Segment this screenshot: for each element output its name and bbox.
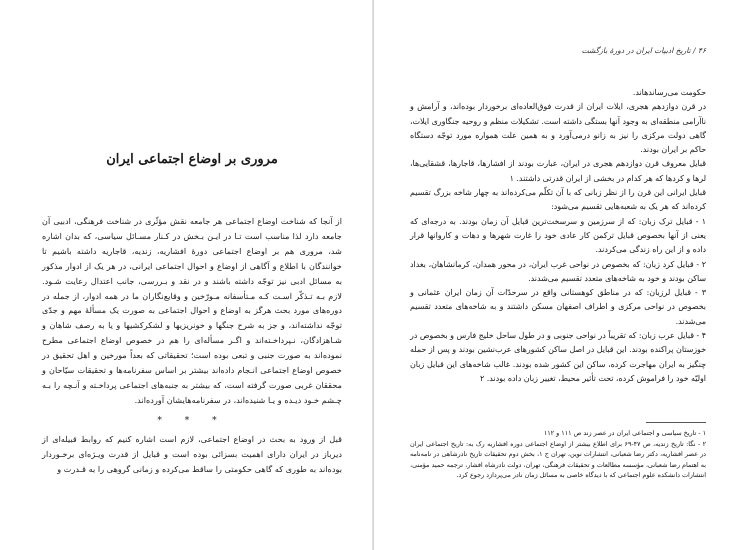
- right-paragraph-6: ۲ - قبایل کرد زبان: که بخصوص در نواحی غرب ایران، در محور همدان، کرمانشاهان، بغداد ساکن بودند و خود به شاخه‌های متعدد تقسیم می‌شدند.: [410, 259, 706, 283]
- footnote-rule: [646, 422, 706, 423]
- running-header: ۴۶ / تاریخ ادبیات ایران در دورهٔ بازگشت: [581, 46, 706, 55]
- section-ornament: * * *: [157, 415, 227, 426]
- footnote-2: ۲ - نگا: تاریخ زندیه، ص ۴۷-۶۹ برای اطلاع بیشتر از اوضاع اجتماعی دوره افشاریه رک به: تاریخ اجتماعی ایران در عصر افشاریه، دکتر رضا شعبانی، انتشارات نوین، تهران ج ۱، بخش دوم تحقیقات تاریخ نادرشاهی در نامه‌نامه به اهتمام رضا شعبانی، مؤسسه مطالعات و تحقیقات فرهنگی، تهران، دولت نادرشاه افشار، ترجمه حمید مؤمنی، انتشارات دانشکده علوم اجتماعی که با دیدگاه خاصی به مسائل زمان نادر می‌پردازد رجوع کرد.: [410, 439, 707, 480]
- right-paragraph-3: قبایل معروف قرن دوازدهم هجری در ایران، عبارت بودند از افشارها، قاجارها، قشقایی‌ها، لرها و کردها که هر کدام در بخشی از ایران قدرتی داشتند. ۱: [410, 159, 706, 183]
- section-heading: مروری بر اوضاع اجتماعی ایران: [106, 152, 278, 167]
- right-paragraph-2: در قرن دوازدهم هجری، ایلات ایران از قدرت فوق‌العاده‌ای برخوردار بوده‌اند، و آرامش و ناآرامی منطقه‌ای به وجود آنها بستگی داشته است. تشکیلات منظم و روحیه جنگاوری ایلات، گاهی دولت مرکزی را نیز به زانو درمی‌آورد و به همین علت همواره مورد توجّه دستگاه حاکم بر ایران بودند.: [410, 102, 706, 155]
- right-paragraph-4: قبایل ایرانی این قرن را از نظر زبانی که با آن تکلّم می‌کرده‌اند به چهار شاخه بزرگ تقسیم کرده‌اند که هر یک به شعبه‌هایی تقسیم می‌شود:: [410, 188, 706, 212]
- right-paragraph-8: ۴ - قبایل عرب زبان: که تقریباً در نواحی جنوبی و در طول ساحل خلیج فارس و بخصوص در خوزستان پراکنده بودند. این قبایل در اصل ساکن کشورهای عرب‌نشین بودند و پس از حمله چنگیز به ایران مهاجرت کرده، ساکن این کشور شده بودند. غالب شاخه‌های این قبایل زبان اولیّه خود را فراموش کرده، تحت تأثیر محیط، تغییر زبان داده بودند. ۲: [410, 331, 706, 383]
- left-paragraph-2: قبل از ورود به بحث در اوضاع اجتماعی، لازم است اشاره کنیم که روابط قبیله‌ای از دیرباز در ایران دارای اهمیت بسزائی بوده است و قبایل از قدرت ویـژه‌ای برخـوردار بوده‌اند به طوری که گاهی حکومتی را ساقط می‌کرده و زمانی گروهی را به قـدرت و: [42, 433, 342, 474]
- right-body-text: [410, 86, 706, 386]
- left-paragraph-1: از آنجا که شناخت اوضاع اجتماعی هر جامعه نقش مؤثّری در شناخت فرهنگی، ادبیی آن جامعه دارد لذا مناسب است تـا در ایـن بـخش در کـنار مسـائل سیاسی، که بدان اشاره شد، مروری هم بر اوضاع اجتماعی دورهٔ افشاریه، زندیه، قاجاریه داشته باشیم تا خوانندگان با اطلاع و آگاهی از اوضاع و احوال اجتماعی ایرانی، در هر یک از ادوار مذکور به مسائل ادبی نیز توجّه داشته باشند و در نقد و بـررسی، جانب اعتدال رعایت شـود. لازم بـه تـذکّر اسـت کـه مـتأسفانه مـورّخین و وقایع‌نگاران ما در همه ادوار، از جمله در دوره‌های مورد بحث هرگز به اوضاع و احوال اجتماعی به صورت یک مسألهٔ مهم و جدّی توجّه نداشته‌اند، و جز به شرح جنگها و خونریزیها و لشکرکشیها و یا به رصف شاهان و شـاهزادگان، نـپرداخـته‌اند و اگـر مسأله‌ای را هم در خصوص اوضاع اجتماعی مطرح نموده‌اند به صورت جنبی و تبعی بوده است؛ تحقیقاتی که بعداً مورخین و اهل تحقیق در خصوص اوضاع اجتماعی انـجام داده‌اند بیشتر بر اساس سفرنامه‌ها و تحقیقات سیّاحان و محققان غربی صورت گرفته است، که بیشتر به جنبه‌های اجتماعی پرداخـته و آنـچه را بـه چـشم خـود دیـده و یـا شنیده‌اند، در سفرنامه‌هایشان آورده‌اند.: [42, 216, 342, 405]
- right-paragraph-7: ۳ - قبایل لرزبان: که در مناطق کوهستانی واقع در سرحدّات آن زمان ایران عثمانی و بخصوص در نواحی مرکزی و اطراف اصفهان مسکن داشتند و به شاخه‌های متعدد تقسیم می‌شدند.: [410, 288, 706, 326]
- right-page: [374, 0, 748, 550]
- right-paragraph-1: حکومت می‌رساندهاند.: [632, 88, 706, 97]
- right-paragraph-5: ۱ - قبایل ترک زبان: که از سرزمین و سرسخت‌ترین قبایل آن زمان بودند. به درجه‌ای که یعنی از آنها بخصوص قبایل ترکمن کار عادی خود را غارت شهرها و دهات و کاروانها قرار داده و از این راه زندگی می‌کردند.: [410, 216, 706, 255]
- footnotes: [410, 428, 706, 481]
- left-body-text: [42, 214, 342, 477]
- footnote-1: ۱ - تاریخ سیاسی و اجتماعی ایران در عصر زند ص ۱۱۱ و ۱۱۲: [543, 429, 706, 437]
